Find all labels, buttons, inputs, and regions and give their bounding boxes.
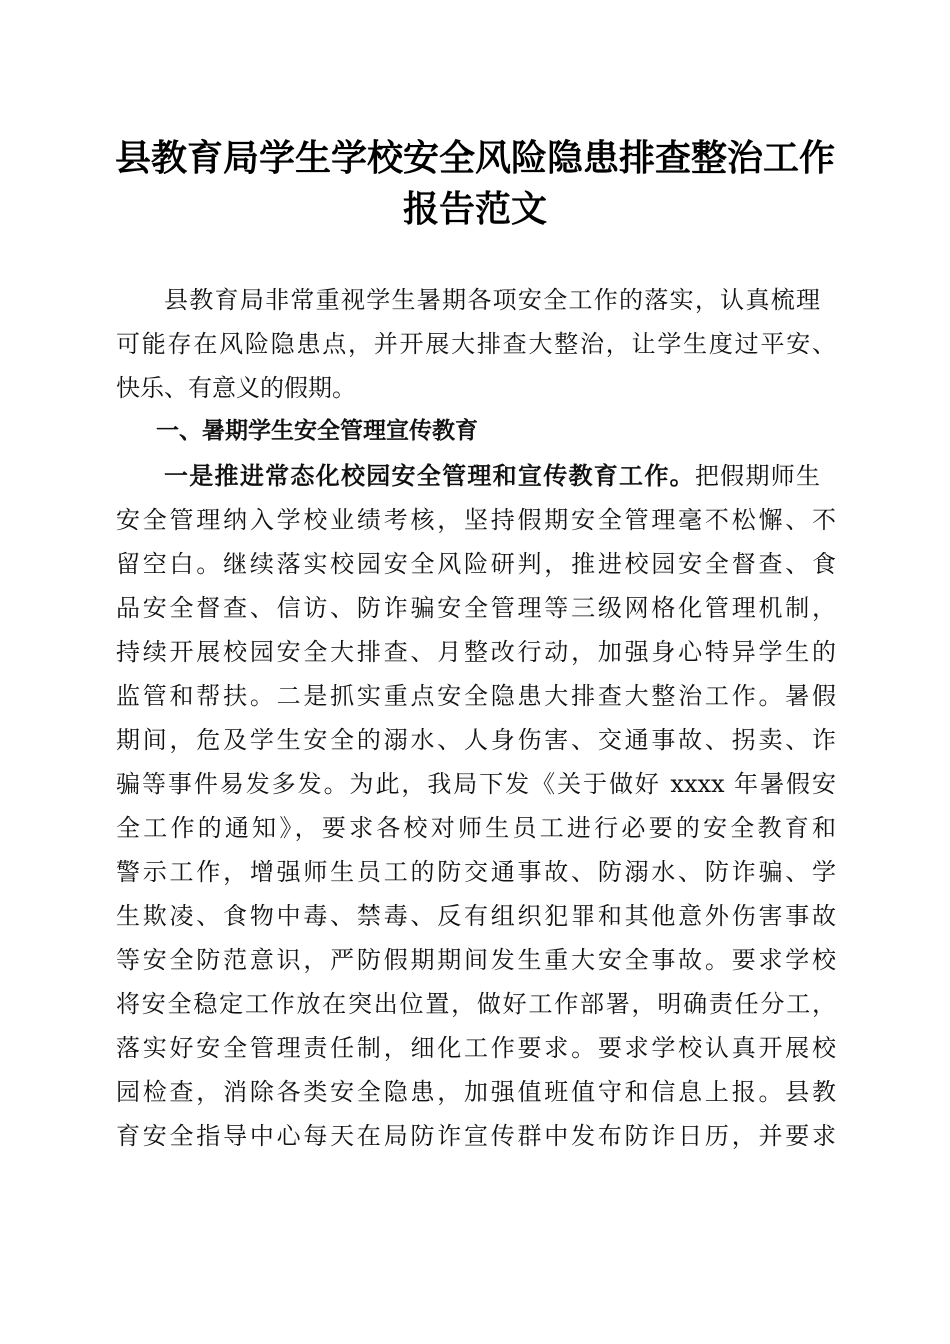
body-line: 等安全防范意识，严防假期期间发生重大安全事故。要求学校 — [116, 946, 836, 974]
body-first-line — [164, 460, 820, 492]
body-line: 将安全稳定工作放在突出位置，做好工作部署，明确责任分工， — [116, 990, 836, 1018]
body-line: 留空白。继续落实校园安全风险研判，推进校园安全督查、食 — [116, 550, 836, 578]
document-title-line-1: 县教育局学生学校安全风险隐患排查整治工作 — [114, 137, 835, 179]
body-line: 落实好安全管理责任制，细化工作要求。要求学校认真开展校 — [116, 1034, 836, 1062]
section-heading: 一、暑期学生安全管理宣传教育 — [156, 418, 478, 444]
intro-line: 县教育局非常重视学生暑期各项安全工作的落实，认真梳理 — [164, 286, 820, 314]
body-line: 安全管理纳入学校业绩考核，坚持假期安全管理毫不松懈、不 — [116, 506, 836, 534]
body-line: 骗等事件易发多发。为此，我局下发《关于做好 xxxx 年暑假安 — [116, 770, 836, 798]
document-title-line-2: 报告范文 — [402, 188, 547, 230]
body-line: 生欺凌、食物中毒、禁毒、反有组织犯罪和其他意外伤害事故 — [116, 902, 836, 930]
intro-line: 快乐、有意义的假期。 — [116, 374, 356, 402]
body-lead-sentence: 一是推进常态化校园安全管理和宣传教育工作。 — [164, 461, 695, 490]
body-line: 全工作的通知》，要求各校对师生员工进行必要的安全教育和 — [116, 814, 836, 842]
body-line: 品安全督查、信访、防诈骗安全管理等三级网格化管理机制， — [116, 594, 836, 622]
body-first-line-rest: 把假期师生 — [694, 462, 821, 490]
body-line: 监管和帮扶。二是抓实重点安全隐患大排查大整治工作。暑假 — [116, 682, 836, 710]
body-line: 期间，危及学生安全的溺水、人身伤害、交通事故、拐卖、诈 — [116, 726, 836, 754]
body-line: 警示工作，增强师生员工的防交通事故、防溺水、防诈骗、学 — [116, 858, 836, 886]
body-line: 育安全指导中心每天在局防诈宣传群中发布防诈日历，并要求 — [116, 1122, 836, 1150]
body-line: 园检查，消除各类安全隐患，加强值班值守和信息上报。县教 — [116, 1078, 836, 1106]
body-line: 持续开展校园安全大排查、月整改行动，加强身心特异学生的 — [116, 638, 836, 666]
intro-line: 可能存在风险隐患点，并开展大排查大整治，让学生度过平安、 — [116, 330, 836, 358]
